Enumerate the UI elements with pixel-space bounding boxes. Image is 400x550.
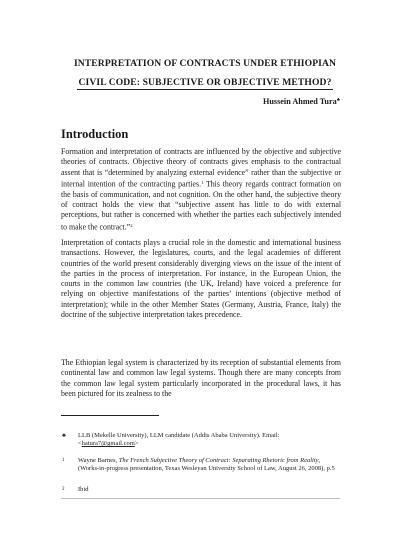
footnote-1-details: , (Works-in-progress presentation, Texas Wesleyan University School of Law, August 26, 2008), p.5 (78, 457, 335, 473)
footnote-author (62, 432, 340, 449)
footnote-ref-2: 2 (130, 222, 133, 228)
title-text-1: INTERPRETATION OF CONTRACTS UNDER ETHIOPIAN (73, 58, 337, 69)
footnote-author-affiliation: LLB (Mekelle University), LLM candidate (Addis Ababa University). Email: < (78, 432, 280, 448)
paragraph-3: The Ethiopian legal system is characterized by its reception of substantial elements from continental law and common law legal systems. Though there are many concepts from the common law legal system particularly incorporated in the procedural laws, it has been pictured for its zealness to the (61, 358, 341, 398)
footnote-1-author: Wayne Barnes, (78, 457, 119, 464)
title-text-2: CIVIL CODE: SUBJECTIVE OR OBJECTIVE METHOD? (78, 77, 332, 88)
paragraph-2: Interpretation of contacts plays a crucial role in the domestic and international business transactions. However, the legislatures, courts, and the legal academies of different countries of the world present considerably diverging views on the issue of the intent of the parties in the process of interpretation. For instance, in the European Union, the courts in the common law countries (the UK, Ireland) have voiced a preference for relying on objective manifestations of the parties’ intentions (objective method of interpretation); while in the other Member States (Germany, Austria, France, Italy) the doctrine of the subjective interpretation takes precedence. (61, 238, 341, 320)
author-footnote-mark: ♣ (336, 98, 340, 103)
footnote-author-mark: ♣ (62, 433, 66, 439)
footnote-author-text (78, 432, 340, 449)
footnote-1-title: The French Subjective Theory of Contract: Separating Rhetoric from Reality (118, 457, 319, 464)
paragraph-1 (61, 147, 341, 232)
footnote-2 (62, 486, 340, 494)
author-line (263, 96, 340, 107)
footnote-2-text: Ibid (78, 486, 89, 493)
footnote-2-mark: 2 (62, 487, 65, 492)
footnote-1-text (78, 457, 340, 474)
author-name: Hussein Ahmed Tura (263, 97, 337, 106)
paper-title-line-1 (60, 58, 350, 70)
paragraph-1-text-b: This theory regards contract formation on the basis of communication, and not cognition. On the other hand, the subjective theory of contract holds the view that “subjective assent has little to do with external perceptions, but rather is concerned with whether the parties each subjectively intended to make the contract.” (61, 179, 341, 232)
paragraph-1-text-a: Formation and interpretation of contracts are influenced by the objective and subjective theories of contracts. Objective theory of contracts gives emphasis to the contractual assent that is “determined by analyzing external evidence” rather than the subjective or internal intention of the contracting parties. (61, 147, 341, 189)
page-bottom-rule (61, 498, 340, 499)
footnote-separator (61, 415, 159, 416)
footnote-1 (62, 457, 340, 474)
footnote-author-close: > (134, 440, 139, 448)
author-email-link[interactable]: hatura7@gmail.com (81, 440, 135, 448)
section-heading: Introduction (61, 127, 129, 141)
paper-title-line-2 (60, 77, 350, 89)
footnote-1-mark: 1 (62, 458, 65, 463)
footnote-ref-1: 1 (201, 179, 204, 185)
